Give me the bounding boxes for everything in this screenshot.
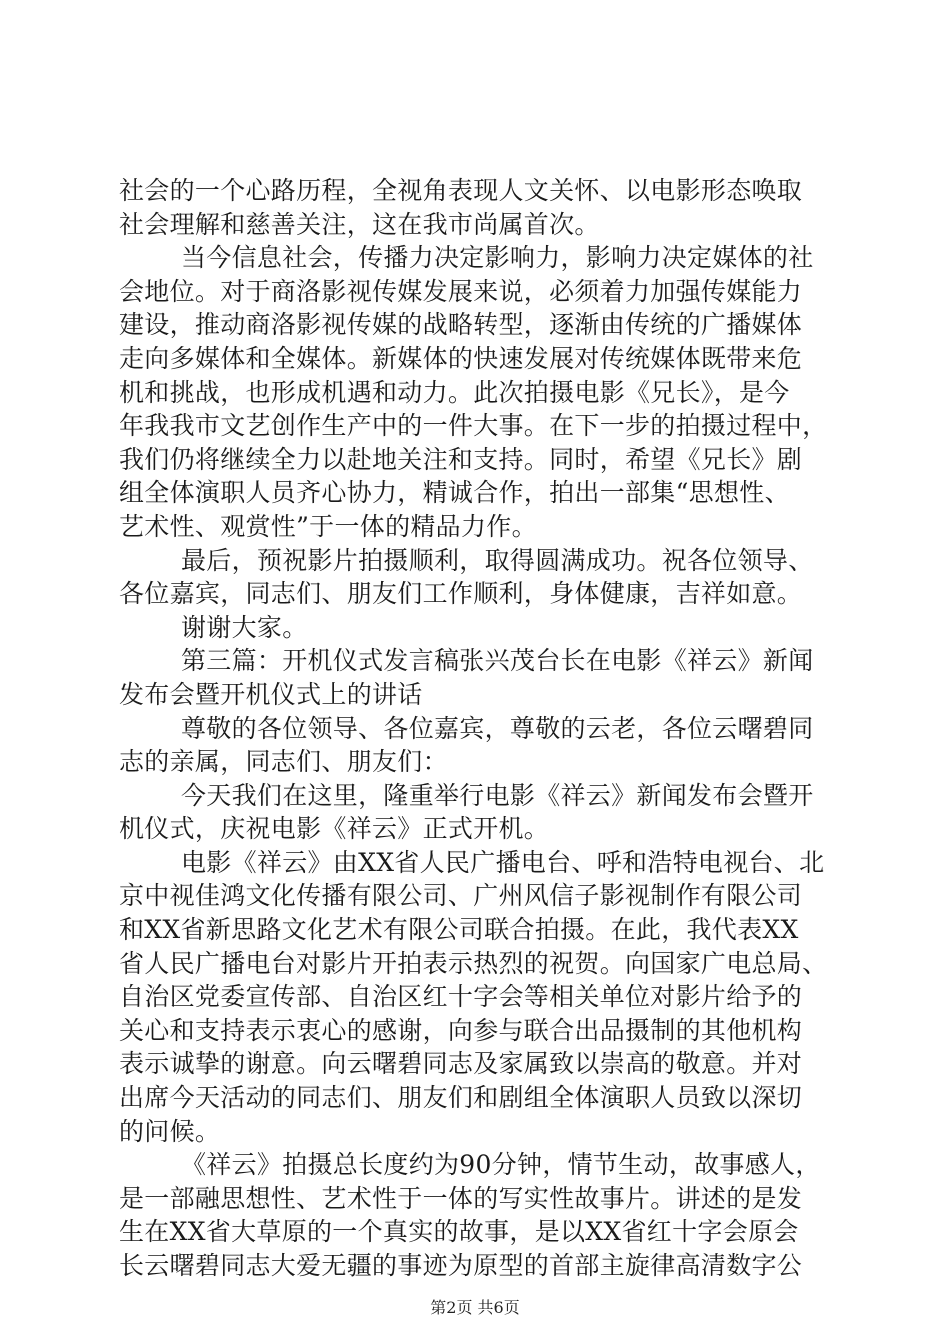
- text-line: 生在XX省大草原的一个真实的故事，是以XX省红十字会原会: [119, 1217, 799, 1247]
- text-line: 关心和支持表示衷心的感谢，向参与联合出品摄制的其他机构: [119, 1015, 803, 1045]
- text-line: 的问候。: [119, 1116, 221, 1146]
- paragraph-first-line: 尊敬的各位领导、各位嘉宾，尊敬的云老，各位云曙碧同: [181, 713, 814, 743]
- page-number-footer: 第2页 共6页: [430, 1298, 520, 1317]
- text-line: 出席今天活动的同志们、朋友们和剧组全体演职人员致以深切: [119, 1083, 803, 1113]
- paragraph-first-line: 今天我们在这里，隆重举行电影《祥云》新闻发布会暨开: [181, 780, 814, 810]
- text-line: 社会理解和慈善关注，这在我市尚属首次。: [119, 209, 600, 239]
- paragraph-first-line: 当今信息社会，传播力决定影响力，影响力决定媒体的社: [181, 243, 814, 273]
- text-line: 组全体演职人员齐心协力，精诚合作，拍出一部集“思想性、: [119, 478, 790, 508]
- paragraph-first-line: 谢谢大家。: [181, 612, 308, 642]
- text-line: 机和挑战，也形成机遇和动力。此次拍摄电影《兄长》，是今: [119, 377, 790, 407]
- text-line: 建设，推动商洛影视传媒的战略转型，逐渐由传统的广播媒体: [119, 310, 803, 340]
- text-line: 省人民广播电台对影片开拍表示热烈的祝贺。向国家广电总局、: [119, 948, 828, 978]
- paragraph-first-line: 最后，预祝影片拍摄顺利，取得圆满成功。祝各位领导、: [181, 545, 814, 575]
- text-line: 走向多媒体和全媒体。新媒体的快速发展对传统媒体既带来危: [119, 343, 803, 373]
- text-line: 是一部融思想性、艺术性于一体的写实性故事片。讲述的是发: [119, 1183, 803, 1213]
- text-line: 志的亲属，同志们、朋友们：: [119, 747, 448, 777]
- text-line: 京中视佳鸿文化传播有限公司、广州风信子影视制作有限公司: [119, 881, 803, 911]
- text-line: 自治区党委宣传部、自治区红十字会等相关单位对影片给予的: [119, 982, 803, 1012]
- text-line: 会地位。对于商洛影视传媒发展来说，必须着力加强传媒能力: [119, 276, 803, 306]
- text-line: 机仪式，庆祝电影《祥云》正式开机。: [119, 814, 550, 844]
- text-line: 表示诚挚的谢意。向云曙碧同志及家属致以崇高的敬意。并对: [119, 1049, 803, 1079]
- document-body: [119, 174, 839, 1283]
- text-line: 年我我市文艺创作生产中的一件大事。在下一步的拍摄过程中，: [119, 411, 828, 441]
- text-line: 各位嘉宾，同志们、朋友们工作顺利，身体健康，吉祥如意。: [119, 579, 803, 609]
- text-line: 长云曙碧同志大爱无疆的事迹为原型的首部主旋律高清数字公: [119, 1251, 803, 1280]
- paragraph-first-line: 电影《祥云》由XX省人民广播电台、呼和浩特电视台、北: [181, 847, 825, 877]
- text-line: 我们仍将继续全力以赴地关注和支持。同时，希望《兄长》剧: [119, 444, 803, 474]
- section-heading-line: 发布会暨开机仪式上的讲话: [119, 679, 423, 709]
- text-line: 艺术性、观赏性”于一体的精品力作。: [119, 511, 537, 541]
- section-heading-line: 第三篇：开机仪式发言稿张兴茂台长在电影《祥云》新闻: [181, 646, 814, 676]
- paragraph-first-line: 《祥云》拍摄总长度约为90分钟，情节生动，故事感人，: [181, 1150, 821, 1180]
- text-line: 和XX省新思路文化艺术有限公司联合拍摄。在此，我代表XX: [119, 915, 799, 945]
- text-line: 社会的一个心路历程，全视角表现人文关怀、以电影形态唤取: [119, 176, 803, 205]
